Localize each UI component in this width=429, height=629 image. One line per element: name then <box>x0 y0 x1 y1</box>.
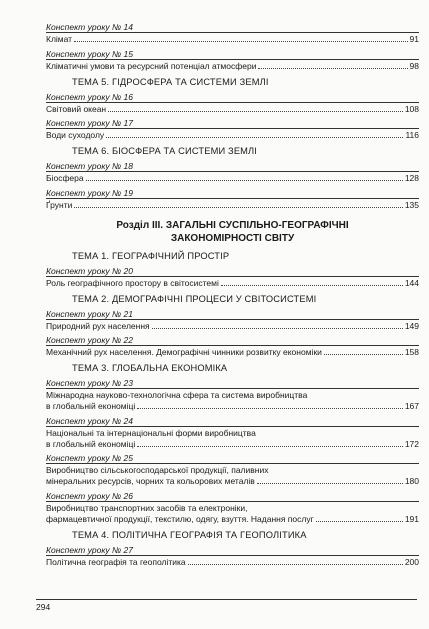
dot-leader <box>258 68 407 69</box>
lesson-rule <box>46 319 419 320</box>
entry-page: 98 <box>409 60 419 71</box>
lesson-rule <box>46 555 419 556</box>
lesson-number: Конспект уроку № 22 <box>46 335 133 346</box>
toc-lesson[interactable] <box>46 545 419 568</box>
toc-entry[interactable] <box>46 34 419 45</box>
theme-heading: ТЕМА 3. ГЛОБАЛЬНА ЕКОНОМІКА <box>72 363 228 374</box>
toc-lesson[interactable] <box>46 491 419 525</box>
toc-lesson[interactable] <box>46 266 419 289</box>
lesson-number: Конспект уроку № 16 <box>46 91 133 102</box>
entry-page: 91 <box>409 34 419 44</box>
entry-title: Політична географія та геополітика <box>46 556 186 567</box>
toc-entry[interactable] <box>46 476 419 487</box>
toc-lesson[interactable] <box>46 118 419 141</box>
toc-lesson[interactable] <box>46 416 419 450</box>
dot-leader <box>221 285 403 286</box>
lesson-number: Конспект уроку № 14 <box>46 22 133 32</box>
toc-entry[interactable] <box>46 173 419 184</box>
entry-page: 191 <box>404 513 419 524</box>
entry-page: 149 <box>404 320 419 331</box>
theme-heading: ТЕМА 4. ПОЛІТИЧНА ГЕОГРАФІЯ ТА ГЕОПОЛІТИКА <box>72 529 307 540</box>
lesson-rule <box>46 128 419 129</box>
lesson-rule <box>46 59 419 60</box>
dot-leader <box>324 354 403 355</box>
toc-entry[interactable] <box>46 514 419 525</box>
lesson-number: Конспект уроку № 27 <box>46 544 133 555</box>
toc-entry[interactable] <box>46 401 419 412</box>
toc-entry[interactable] <box>46 61 419 72</box>
lesson-number: Конспект уроку № 24 <box>46 415 133 426</box>
lesson-number: Конспект уроку № 17 <box>46 118 133 129</box>
lesson-rule <box>46 345 419 346</box>
entry-page: 128 <box>404 173 419 184</box>
dot-leader <box>137 446 403 447</box>
lesson-number: Конспект уроку № 25 <box>46 453 133 464</box>
toc-lesson[interactable] <box>46 22 419 45</box>
lesson-number: Конспект уроку № 15 <box>46 48 133 59</box>
lesson-rule <box>46 198 419 199</box>
entry-title-line: Міжнародна науково-технологічна сфера та система виробництва <box>46 390 308 401</box>
table-of-contents <box>46 22 419 571</box>
dot-leader <box>106 137 403 138</box>
entry-title: Світовий океан <box>46 103 107 114</box>
dot-leader <box>152 328 403 329</box>
entry-page: 108 <box>404 103 419 114</box>
toc-entry[interactable] <box>46 200 419 211</box>
lesson-rule <box>46 388 419 389</box>
lesson-rule <box>46 501 419 502</box>
lesson-number: Конспект уроку № 23 <box>46 378 133 389</box>
entry-title: в глобальній економіці <box>46 400 136 411</box>
entry-title: мінеральних ресурсів, чорних та кольорових металів <box>46 476 255 487</box>
lesson-rule <box>46 426 419 427</box>
toc-entry[interactable] <box>46 130 419 141</box>
lesson-number: Конспект уроку № 26 <box>46 490 133 501</box>
entry-title: Біосфера <box>46 173 84 184</box>
dot-leader <box>137 408 403 409</box>
entry-title-line: Національні та інтернаціональні форми виробництва <box>46 427 256 438</box>
toc-entry[interactable] <box>46 347 419 358</box>
lesson-rule <box>46 102 419 103</box>
toc-lesson[interactable] <box>46 161 419 184</box>
dot-leader <box>257 483 403 484</box>
entry-title: Механічний рух населення. Демографічні чинники розвитку економіки <box>46 347 322 358</box>
dot-leader <box>108 111 403 112</box>
lesson-rule <box>46 32 419 33</box>
entry-title: в глобальній економіці <box>46 438 136 449</box>
theme-heading: ТЕМА 6. БІОСФЕРА ТА СИСТЕМИ ЗЕМЛІ <box>72 146 258 157</box>
entry-title-line: Виробництво транспортних засобів та електроніки, <box>46 502 248 513</box>
toc-entry[interactable] <box>46 104 419 115</box>
lesson-number: Конспект уроку № 19 <box>46 187 133 198</box>
entry-page: 144 <box>404 277 419 288</box>
lesson-number: Конспект уроку № 21 <box>46 308 133 319</box>
footer-rule <box>36 599 417 600</box>
toc-entry[interactable] <box>46 278 419 289</box>
section-heading <box>46 219 419 245</box>
entry-title: фармацевтичної продукції, текстилю, одягу, взуття. Надання послуг <box>46 513 314 524</box>
entry-page: 135 <box>404 199 419 210</box>
dot-leader <box>316 521 403 522</box>
dot-leader <box>74 207 402 208</box>
theme-heading: ТЕМА 5. ГІДРОСФЕРА ТА СИСТЕМИ ЗЕМЛІ <box>72 76 269 87</box>
lesson-rule <box>46 276 419 277</box>
lesson-rule <box>46 171 419 172</box>
toc-lesson[interactable] <box>46 309 419 332</box>
lesson-rule <box>46 463 419 464</box>
entry-title: Природний рух населення <box>46 320 150 331</box>
toc-lesson[interactable] <box>46 188 419 211</box>
entry-title: Роль географічного простору в світосистемі <box>46 277 219 288</box>
toc-lesson[interactable] <box>46 453 419 487</box>
lesson-number: Конспект уроку № 18 <box>46 161 133 172</box>
entry-title: Ґрунти <box>46 199 73 210</box>
dot-leader <box>86 180 403 181</box>
lesson-number: Конспект уроку № 20 <box>46 265 133 276</box>
page-number: 294 <box>36 602 51 612</box>
entry-title: Води суходолу <box>46 130 105 141</box>
toc-lesson[interactable] <box>46 378 419 412</box>
dot-leader <box>188 564 403 565</box>
theme-heading: ТЕМА 2. ДЕМОГРАФІЧНІ ПРОЦЕСИ У СВІТОСИСТЕМІ <box>72 293 317 304</box>
dot-leader <box>74 41 407 42</box>
toc-entry[interactable] <box>46 557 419 568</box>
entry-page: 116 <box>405 130 419 141</box>
entry-title-line: Виробництво сільськогосподарської продукції, паливних <box>46 465 269 476</box>
toc-lesson[interactable] <box>46 335 419 358</box>
toc-entry[interactable] <box>46 439 419 450</box>
entry-page: 180 <box>404 476 419 487</box>
entry-page: 167 <box>404 400 419 411</box>
entry-page: 200 <box>404 556 419 567</box>
entry-page: 172 <box>404 438 419 449</box>
section-heading-line1: Розділ III. ЗАГАЛЬНІ СУСПІЛЬНО-ГЕОГРАФІЧНІ <box>116 219 349 231</box>
toc-entry[interactable] <box>46 321 419 332</box>
toc-lesson[interactable] <box>46 49 419 72</box>
entry-title: Кліматичні умови та ресурсний потенціал атмосфери <box>46 60 257 71</box>
toc-lesson[interactable] <box>46 92 419 115</box>
section-heading-line2: ЗАКОНОМІРНОСТІ СВІТУ <box>170 232 295 244</box>
entry-page: 158 <box>404 347 419 358</box>
theme-heading: ТЕМА 1. ГЕОГРАФІЧНИЙ ПРОСТІР <box>72 250 230 261</box>
entry-title: Клімат <box>46 34 73 44</box>
